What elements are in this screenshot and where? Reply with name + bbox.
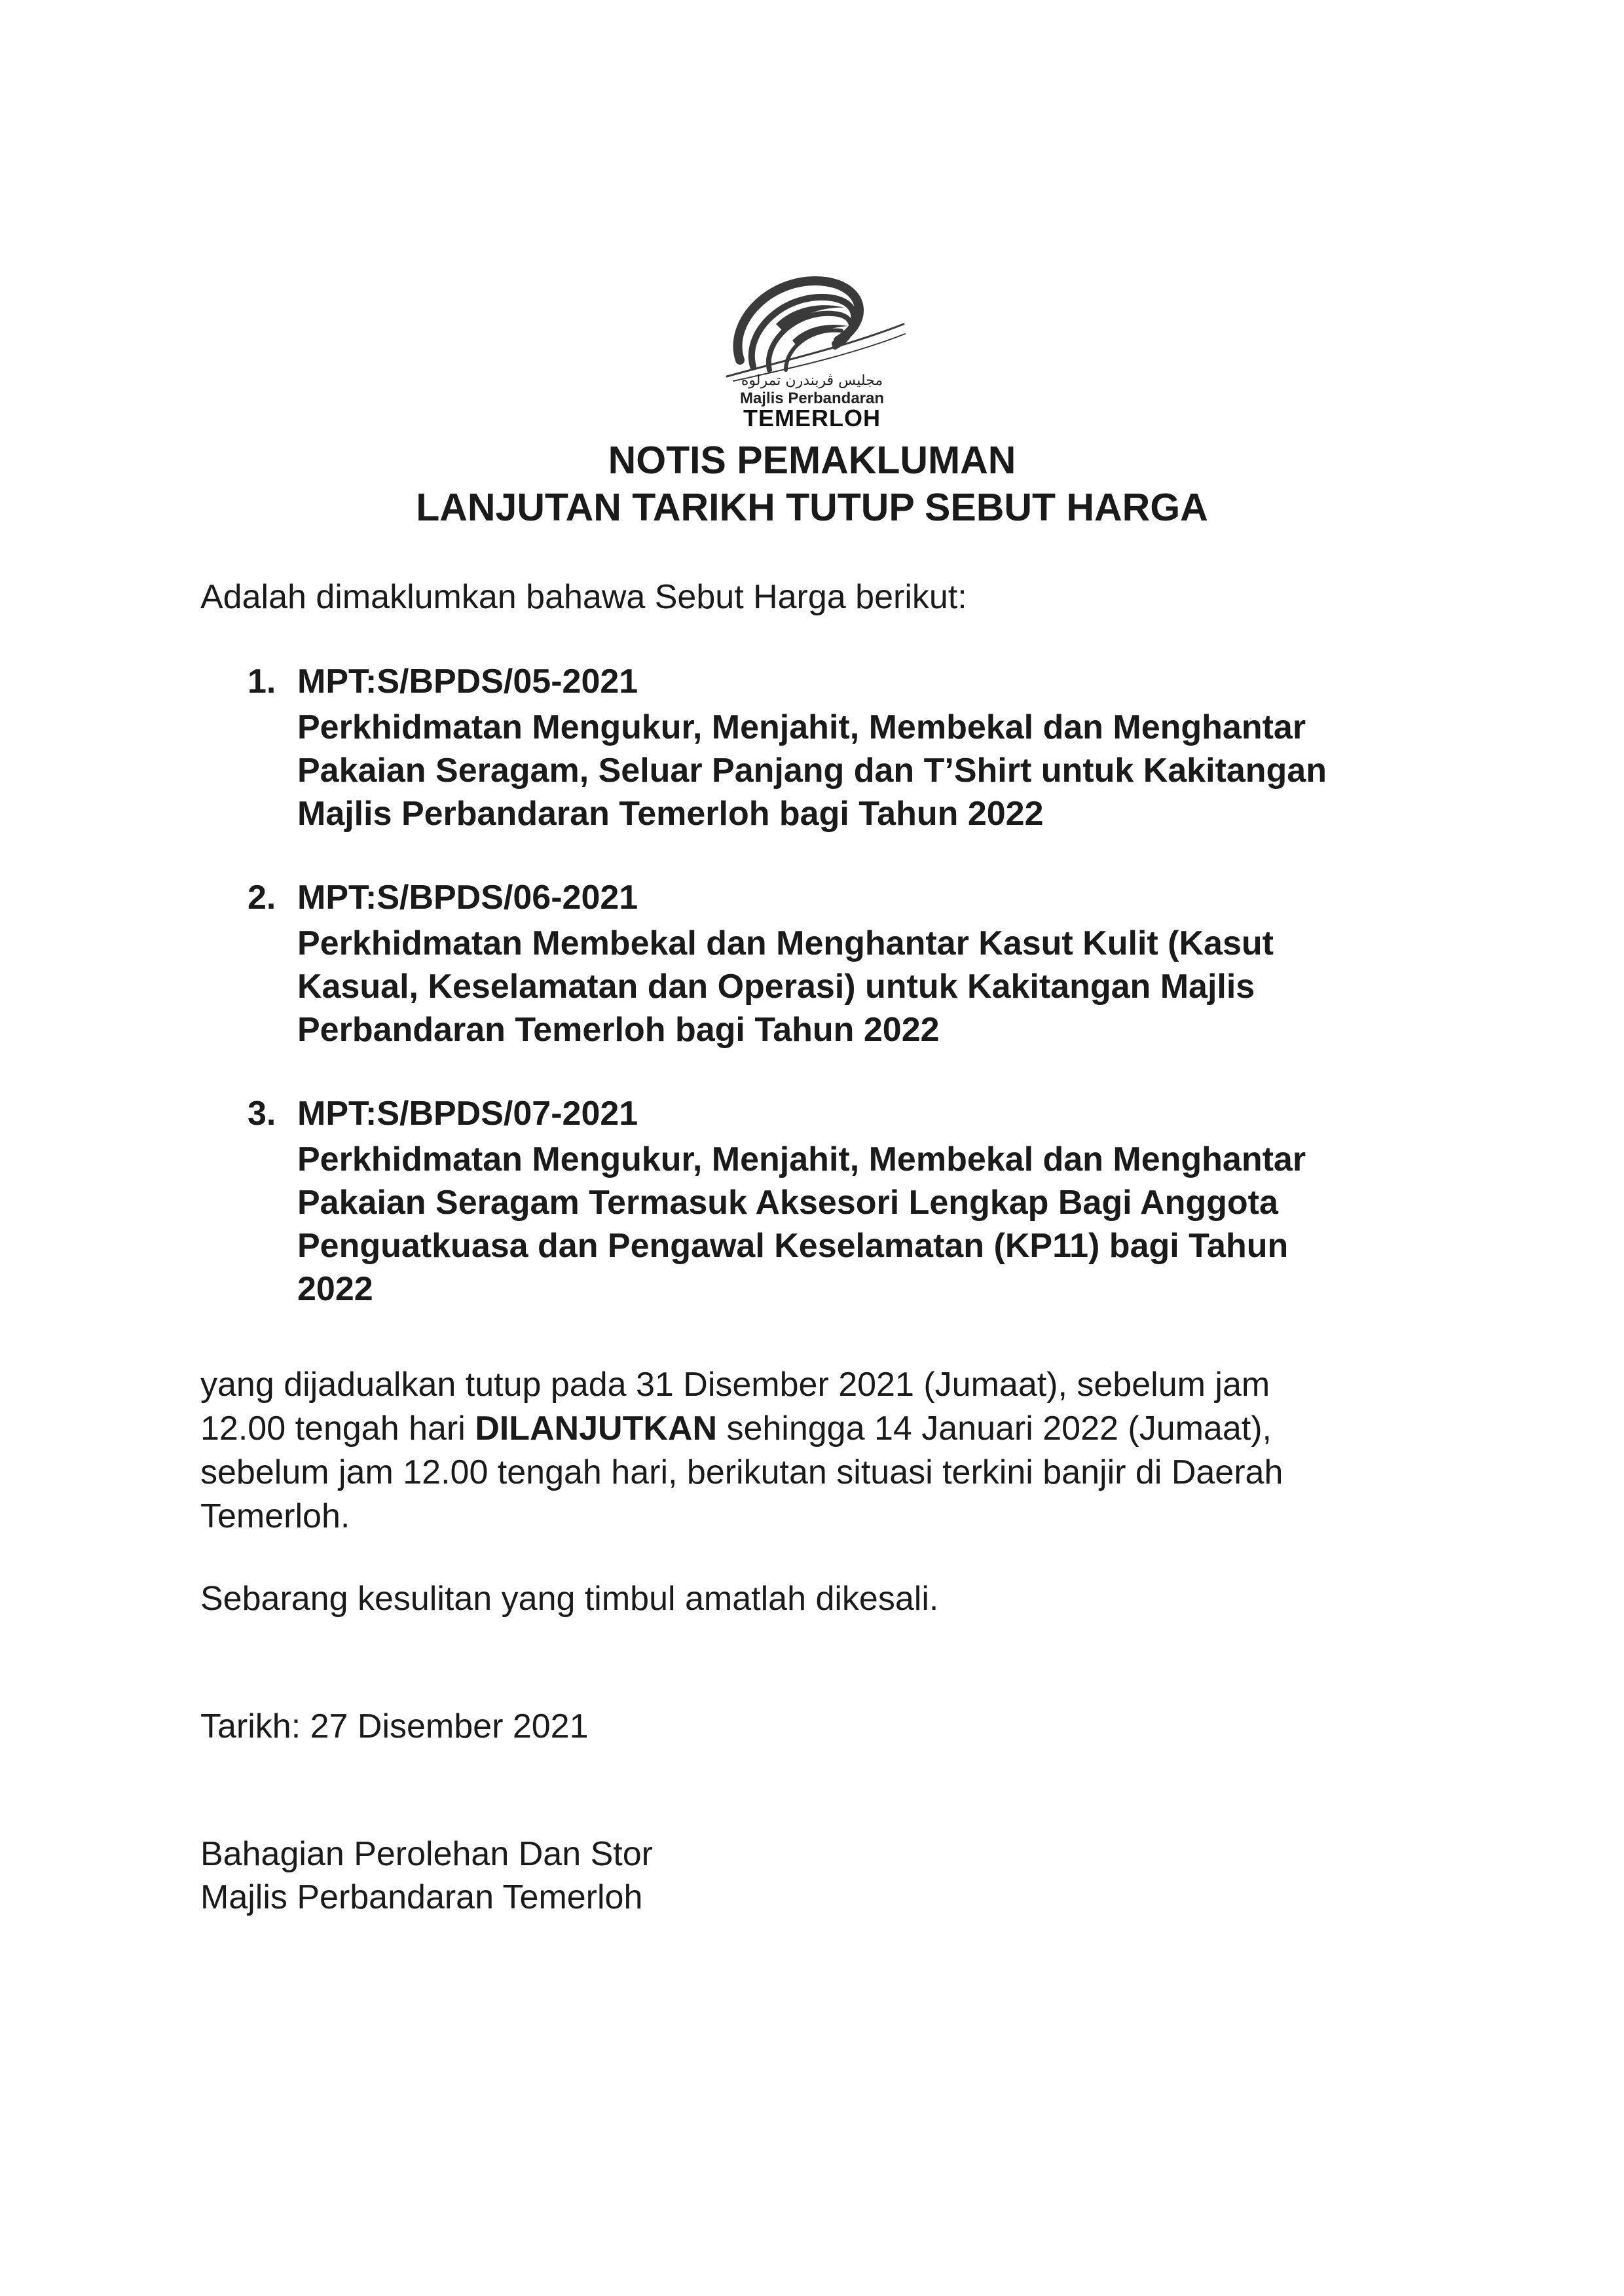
notice-date: Tarikh: 27 Disember 2021 [200, 1707, 589, 1745]
paragraph-text: sehingga 14 Januari 2022 (Jumaat), [717, 1410, 1272, 1448]
description-line: Perkhidmatan Mengukur, Menjahit, Membekal dan Menghantar [297, 708, 1306, 746]
logo-jawi-text: مجليس ڤربندرن تمرلوه [741, 373, 883, 389]
description-line: Penguatkuasa dan Pengawal Keselamatan (KP11) bagi Tahun [297, 1227, 1289, 1265]
logo-town-name: TEMERLOH [743, 405, 881, 431]
paragraph-line: sebelum jam 12.00 tengah hari, berikutan situasi terkini banjir di Daerah [200, 1453, 1283, 1491]
description-line: Perbandaran Temerloh bagi Tahun 2022 [297, 1011, 940, 1049]
quotation-item [297, 1092, 1476, 1311]
notice-title: NOTIS PEMAKLUMAN [608, 439, 1016, 482]
quotation-code: MPT:S/BPDS/07-2021 [297, 1095, 638, 1133]
paragraph-text: 12.00 tengah hari [200, 1410, 475, 1448]
quotation-item [297, 660, 1476, 835]
extended-keyword: DILANJUTKAN [475, 1410, 717, 1448]
description-line: Kasual, Keselamatan dan Operasi) untuk Kakitangan Majlis [297, 968, 1255, 1006]
quotation-description [297, 922, 1476, 1051]
paragraph-line [200, 1407, 1431, 1451]
extension-paragraph [200, 1363, 1431, 1539]
notice-subtitle: LANJUTAN TARIKH TUTUP SEBUT HARGA [416, 486, 1208, 529]
description-line: Perkhidmatan Mengukur, Menjahit, Membekal dan Menghantar [297, 1140, 1306, 1178]
description-line: Pakaian Seragam Termasuk Aksesori Lengkap Bagi Anggota [297, 1184, 1278, 1222]
council-logo [694, 262, 930, 432]
paragraph-line: yang dijadualkan tutup pada 31 Disember 2021 (Jumaat), sebelum jam [200, 1366, 1270, 1404]
item-number: 1. [248, 663, 276, 701]
temerloh-swirl-emblem-icon [714, 262, 910, 386]
intro-text: Adalah dimaklumkan bahawa Sebut Harga berikut: [200, 578, 967, 616]
quotation-code: MPT:S/BPDS/06-2021 [297, 879, 638, 917]
quotation-code: MPT:S/BPDS/05-2021 [297, 663, 638, 701]
logo-council-name: Majlis Perbandaran [739, 390, 885, 407]
description-line: 2022 [297, 1270, 373, 1308]
paragraph-line: Temerloh. [200, 1497, 350, 1535]
issuing-department: Bahagian Perolehan Dan Stor [200, 1835, 653, 1873]
quotation-description [297, 1138, 1476, 1311]
description-line: Pakaian Seragam, Seluar Panjang dan T’Shirt untuk Kakitangan [297, 752, 1327, 790]
description-line: Majlis Perbandaran Temerloh bagi Tahun 2022 [297, 795, 1044, 833]
apology-text: Sebarang kesulitan yang timbul amatlah dikesali. [200, 1580, 939, 1618]
quotation-item [297, 876, 1476, 1051]
issuing-council: Majlis Perbandaran Temerloh [200, 1878, 643, 1916]
item-number: 2. [248, 879, 276, 917]
quotation-description [297, 706, 1476, 835]
description-line: Perkhidmatan Membekal dan Menghantar Kasut Kulit (Kasut [297, 924, 1274, 962]
item-number: 3. [248, 1095, 276, 1133]
